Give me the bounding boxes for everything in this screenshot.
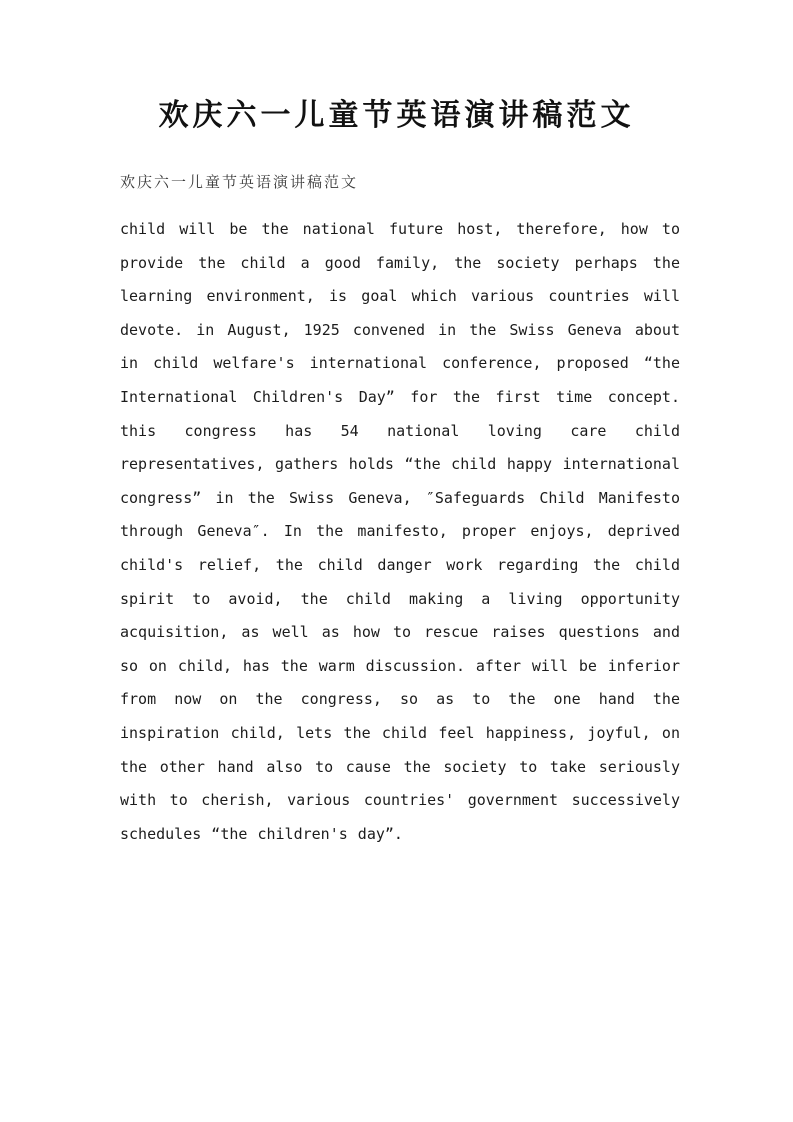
document-title: 欢庆六一儿童节英语演讲稿范文 [158,98,635,133]
document-subtitle: 欢庆六一儿童节英语演讲稿范文 [120,173,359,191]
document-body-paragraph: child will be the national future host, therefore, how to provide the child a good family, the society perhaps the learning environment, is goal which various countries will devote. in August, 1925 convened in the Swiss Geneva about in child welfare's international conference, proposed “the International Children's Day” for the first time concept. this congress has 54 national loving care child representatives, gathers holds “the child happy international congress” in the Swiss Geneva, ″Safeguards Child Manifesto through Geneva″. In the manifesto, proper enjoys, deprived child's relief, the child danger work regarding the child spirit to avoid, the child making a living opportunity acquisition, as well as how to rescue raises questions and so on child, has the warm discussion. after will be inferior from now on the congress, so as to the one hand the inspiration child, lets the child feel happiness, joyful, on the other hand also to cause the society to take seriously with to cherish, various countries' government successively schedules “the children's day”. [120,220,680,843]
